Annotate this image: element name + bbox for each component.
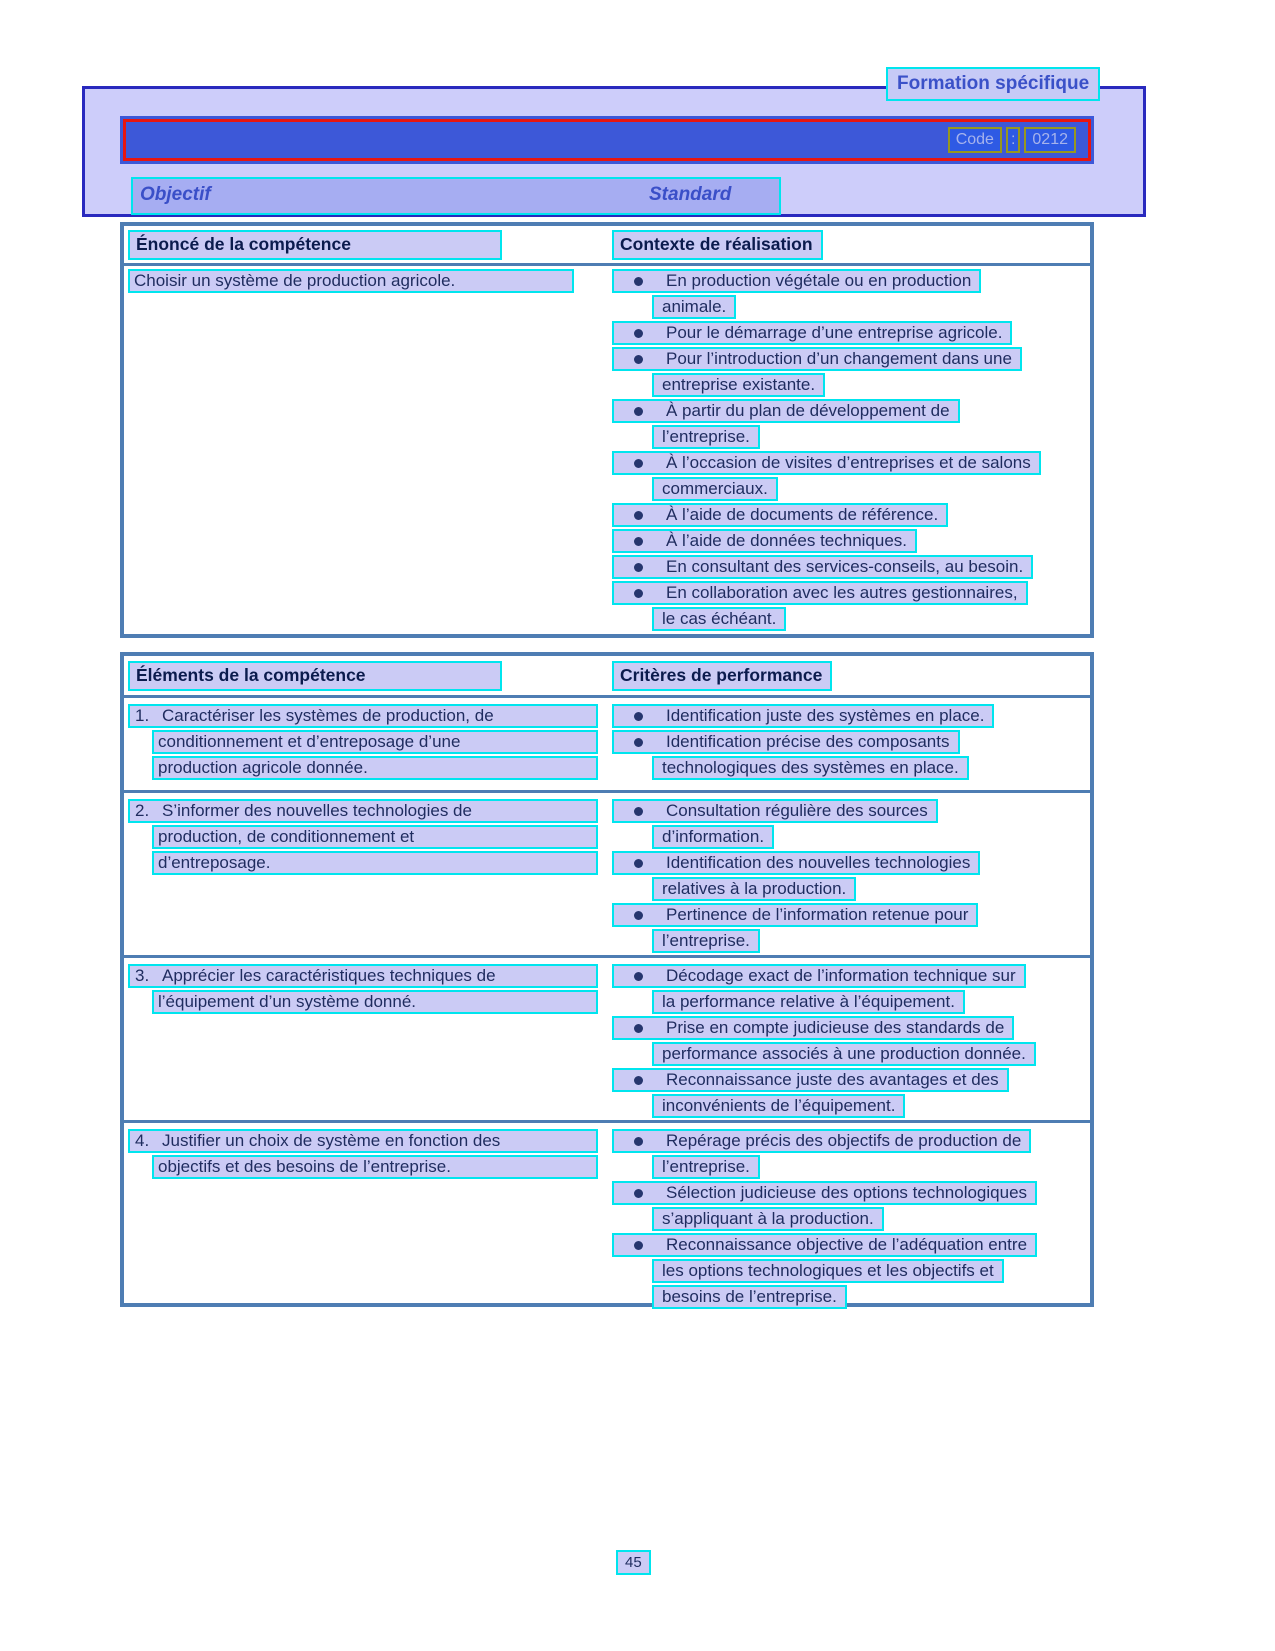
line-text: l’entreprise.	[662, 427, 750, 446]
bullet-icon	[634, 563, 643, 572]
bullet-line	[612, 1016, 1090, 1042]
bullet-line	[612, 555, 1090, 581]
text-highlight	[152, 730, 598, 754]
bullet-icon	[634, 1137, 643, 1146]
line-text: conditionnement et d’entreposage d’une	[158, 732, 461, 751]
text-highlight	[612, 1016, 1014, 1040]
numbered-line	[128, 704, 612, 730]
text-line	[652, 477, 1090, 503]
line-text: En production végétale ou en production	[666, 271, 972, 290]
bullet-line	[612, 799, 1090, 825]
competence-statement-table	[120, 222, 1094, 638]
text-highlight	[612, 581, 1028, 605]
competence-elements-table	[120, 652, 1094, 1307]
text-highlight	[612, 903, 978, 927]
text-highlight	[612, 269, 981, 293]
text-highlight	[128, 704, 598, 728]
bullet-icon	[634, 911, 643, 920]
bullet-icon	[634, 1076, 643, 1085]
text-highlight	[612, 851, 980, 875]
line-text: le cas échéant.	[662, 609, 777, 628]
text-line	[652, 877, 1090, 903]
text-highlight	[612, 1068, 1009, 1092]
table1-left-header-cell	[124, 230, 612, 260]
numbered-line	[128, 964, 612, 990]
code-banner-inner	[123, 119, 1091, 161]
bullet-icon	[634, 712, 643, 721]
bullet-icon	[634, 277, 643, 286]
line-text: Décodage exact de l’information technique sur	[666, 966, 1016, 985]
text-line	[652, 295, 1090, 321]
bullet-line	[612, 903, 1090, 929]
numbered-line	[128, 1129, 612, 1155]
element-1-cell	[124, 698, 612, 790]
line-text: d’entreposage.	[158, 853, 271, 872]
element-row-1	[124, 698, 1090, 790]
bullet-icon	[634, 738, 643, 747]
line-text: S’informer des nouvelles technologies de	[162, 801, 472, 820]
text-highlight	[612, 321, 1012, 345]
text-highlight	[612, 503, 948, 527]
text-line	[652, 373, 1090, 399]
text-highlight	[152, 851, 598, 875]
line-text: Caractériser les systèmes de production, de	[162, 706, 494, 725]
text-line	[652, 990, 1090, 1016]
text-line	[152, 730, 612, 756]
line-text: production agricole donnée.	[158, 758, 368, 777]
element-4-cell	[124, 1123, 612, 1311]
text-line	[152, 851, 612, 877]
text-highlight	[152, 756, 598, 780]
code-banner	[120, 116, 1094, 164]
text-highlight	[652, 990, 965, 1014]
item-number: 2.	[135, 801, 150, 820]
line-text: En consultant des services-conseils, au besoin.	[666, 557, 1024, 576]
text-highlight	[612, 529, 917, 553]
text-highlight	[652, 1155, 760, 1179]
text-highlight	[612, 451, 1041, 475]
line-text: d’information.	[662, 827, 765, 846]
text-highlight	[612, 1129, 1031, 1153]
bullet-line	[612, 730, 1090, 756]
line-text: animale.	[662, 297, 727, 316]
line-text: Reconnaissance juste des avantages et des	[666, 1070, 999, 1089]
text-highlight	[652, 477, 778, 501]
line-text: Reconnaissance objective de l’adéquation entre	[666, 1235, 1028, 1254]
element-row-4	[124, 1120, 1090, 1311]
text-line	[152, 825, 612, 851]
text-highlight	[128, 269, 574, 293]
line-text: Pour le démarrage d’une entreprise agricole.	[666, 323, 1003, 342]
bullet-line	[612, 399, 1090, 425]
line-text: À l’aide de données techniques.	[666, 531, 908, 550]
text-line	[652, 425, 1090, 451]
line-text: s’appliquant à la production.	[662, 1209, 874, 1228]
standard-heading: Standard	[649, 184, 732, 205]
text-highlight	[612, 1181, 1037, 1205]
bullet-line	[612, 503, 1090, 529]
section-label: Formation spécifique	[897, 73, 1090, 94]
criteria-3-cell	[612, 958, 1090, 1120]
code-value: 0212	[1024, 127, 1076, 153]
objectif-standard-band	[131, 177, 781, 215]
line-text: l’équipement d’un système donné.	[158, 992, 416, 1011]
competence-statement-cell	[124, 266, 612, 633]
bullet-icon	[634, 511, 643, 520]
bullet-line	[612, 704, 1090, 730]
line-text: Choisir un système de production agricole.	[134, 271, 456, 290]
line-text: Prise en compte judicieuse des standards de	[666, 1018, 1005, 1037]
page-number: 45	[625, 1554, 642, 1571]
text-highlight	[652, 1094, 905, 1118]
text-highlight	[652, 756, 969, 780]
text-highlight	[652, 877, 856, 901]
realisation-context-cell	[612, 266, 1090, 633]
text-line	[152, 756, 612, 782]
code-separator: :	[1006, 127, 1020, 153]
text-highlight	[652, 825, 774, 849]
text-highlight	[652, 1207, 884, 1231]
criteria-4-cell	[612, 1123, 1090, 1311]
text-line	[128, 269, 612, 295]
bullet-line	[612, 1233, 1090, 1259]
bullet-icon	[634, 1024, 643, 1033]
line-text: la performance relative à l’équipement.	[662, 992, 955, 1011]
bullet-icon	[634, 407, 643, 416]
line-text: Pour l’introduction d’un changement dans une	[666, 349, 1012, 368]
item-number: 1.	[135, 706, 150, 725]
text-line	[652, 1094, 1090, 1120]
bullet-icon	[634, 859, 643, 868]
text-line	[652, 1285, 1090, 1311]
text-line	[652, 1155, 1090, 1181]
text-line	[652, 1259, 1090, 1285]
criteres-header: Critères de performance	[612, 661, 832, 691]
element-row-2	[124, 790, 1090, 955]
text-highlight	[612, 347, 1022, 371]
item-number: 4.	[135, 1131, 150, 1150]
text-line	[152, 990, 612, 1016]
contexte-header: Contexte de réalisation	[612, 230, 823, 260]
text-highlight	[652, 373, 825, 397]
text-line	[652, 1042, 1090, 1068]
line-text: production, de conditionnement et	[158, 827, 415, 846]
line-text: À l’occasion de visites d’entreprises et de salons	[666, 453, 1031, 472]
line-text: Consultation régulière des sources	[666, 801, 928, 820]
table1-body-row	[124, 266, 1090, 633]
objectif-heading: Objectif	[140, 184, 211, 205]
line-text: Identification juste des systèmes en place.	[666, 706, 985, 725]
element-row-3	[124, 955, 1090, 1120]
bullet-icon	[634, 355, 643, 364]
page-number-highlight	[616, 1550, 651, 1575]
bullet-line	[612, 269, 1090, 295]
item-number: 3.	[135, 966, 150, 985]
text-highlight	[652, 295, 736, 319]
table2-right-header-cell	[612, 661, 1090, 691]
bullet-icon	[634, 972, 643, 981]
text-highlight	[152, 1155, 598, 1179]
bullet-line	[612, 451, 1090, 477]
text-line	[152, 1155, 612, 1181]
bullet-line	[612, 1068, 1090, 1094]
bullet-line	[612, 321, 1090, 347]
line-text: À partir du plan de développement de	[666, 401, 950, 420]
bullet-icon	[634, 589, 643, 598]
line-text: Apprécier les caractéristiques techniques de	[162, 966, 496, 985]
table1-header-row	[124, 226, 1090, 266]
line-text: entreprise existante.	[662, 375, 816, 394]
line-text: relatives à la production.	[662, 879, 847, 898]
text-line	[652, 607, 1090, 633]
line-text: performance associés à une production donnée.	[662, 1044, 1026, 1063]
bullet-line	[612, 851, 1090, 877]
bullet-icon	[634, 537, 643, 546]
line-text: besoins de l’entreprise.	[662, 1287, 837, 1306]
bullet-icon	[634, 459, 643, 468]
text-highlight	[612, 799, 938, 823]
line-text: En collaboration avec les autres gestionnaires,	[666, 583, 1018, 602]
text-highlight	[612, 555, 1033, 579]
line-text: technologiques des systèmes en place.	[662, 758, 959, 777]
table1-right-header-cell	[612, 230, 1090, 260]
text-highlight	[128, 964, 598, 988]
line-text: les options technologiques et les objectifs et	[662, 1261, 994, 1280]
bullet-icon	[634, 1189, 643, 1198]
text-highlight	[152, 825, 598, 849]
bullet-line	[612, 347, 1090, 373]
text-highlight	[612, 964, 1026, 988]
text-highlight	[652, 1259, 1004, 1283]
bullet-line	[612, 1129, 1090, 1155]
enonce-header: Énoncé de la compétence	[128, 230, 502, 260]
bullet-line	[612, 581, 1090, 607]
table2-header-row	[124, 656, 1090, 698]
text-line	[652, 929, 1090, 955]
bullet-line	[612, 964, 1090, 990]
text-highlight	[612, 730, 960, 754]
line-text: inconvénients de l’équipement.	[662, 1096, 896, 1115]
text-highlight	[612, 399, 960, 423]
bullet-line	[612, 1181, 1090, 1207]
text-highlight	[652, 929, 760, 953]
text-line	[652, 756, 1090, 782]
text-highlight	[652, 1285, 847, 1309]
line-text: commerciaux.	[662, 479, 768, 498]
line-text: Pertinence de l’information retenue pour	[666, 905, 969, 924]
elements-header: Éléments de la compétence	[128, 661, 502, 691]
criteria-1-cell	[612, 698, 1090, 790]
element-2-cell	[124, 793, 612, 955]
text-highlight	[652, 1042, 1036, 1066]
element-3-cell	[124, 958, 612, 1120]
line-text: Identification des nouvelles technologies	[666, 853, 971, 872]
text-highlight	[612, 704, 994, 728]
bullet-icon	[634, 1241, 643, 1250]
line-text: l’entreprise.	[662, 931, 750, 950]
text-highlight	[128, 1129, 598, 1153]
bullet-icon	[634, 807, 643, 816]
numbered-line	[128, 799, 612, 825]
text-highlight	[652, 607, 786, 631]
text-line	[652, 1207, 1090, 1233]
code-label: Code	[948, 127, 1002, 153]
text-highlight	[652, 425, 760, 449]
text-line	[652, 825, 1090, 851]
text-highlight	[128, 799, 598, 823]
line-text: Justifier un choix de système en fonction des	[162, 1131, 501, 1150]
line-text: Repérage précis des objectifs de production de	[666, 1131, 1022, 1150]
table2-left-header-cell	[124, 661, 612, 691]
bullet-line	[612, 529, 1090, 555]
line-text: Sélection judicieuse des options technologiques	[666, 1183, 1028, 1202]
section-label-highlight	[886, 67, 1100, 101]
text-highlight	[612, 1233, 1037, 1257]
line-text: l’entreprise.	[662, 1157, 750, 1176]
bullet-icon	[634, 329, 643, 338]
line-text: objectifs et des besoins de l’entreprise.	[158, 1157, 451, 1176]
line-text: Identification précise des composants	[666, 732, 950, 751]
criteria-2-cell	[612, 793, 1090, 955]
line-text: À l’aide de documents de référence.	[666, 505, 939, 524]
text-highlight	[152, 990, 598, 1014]
